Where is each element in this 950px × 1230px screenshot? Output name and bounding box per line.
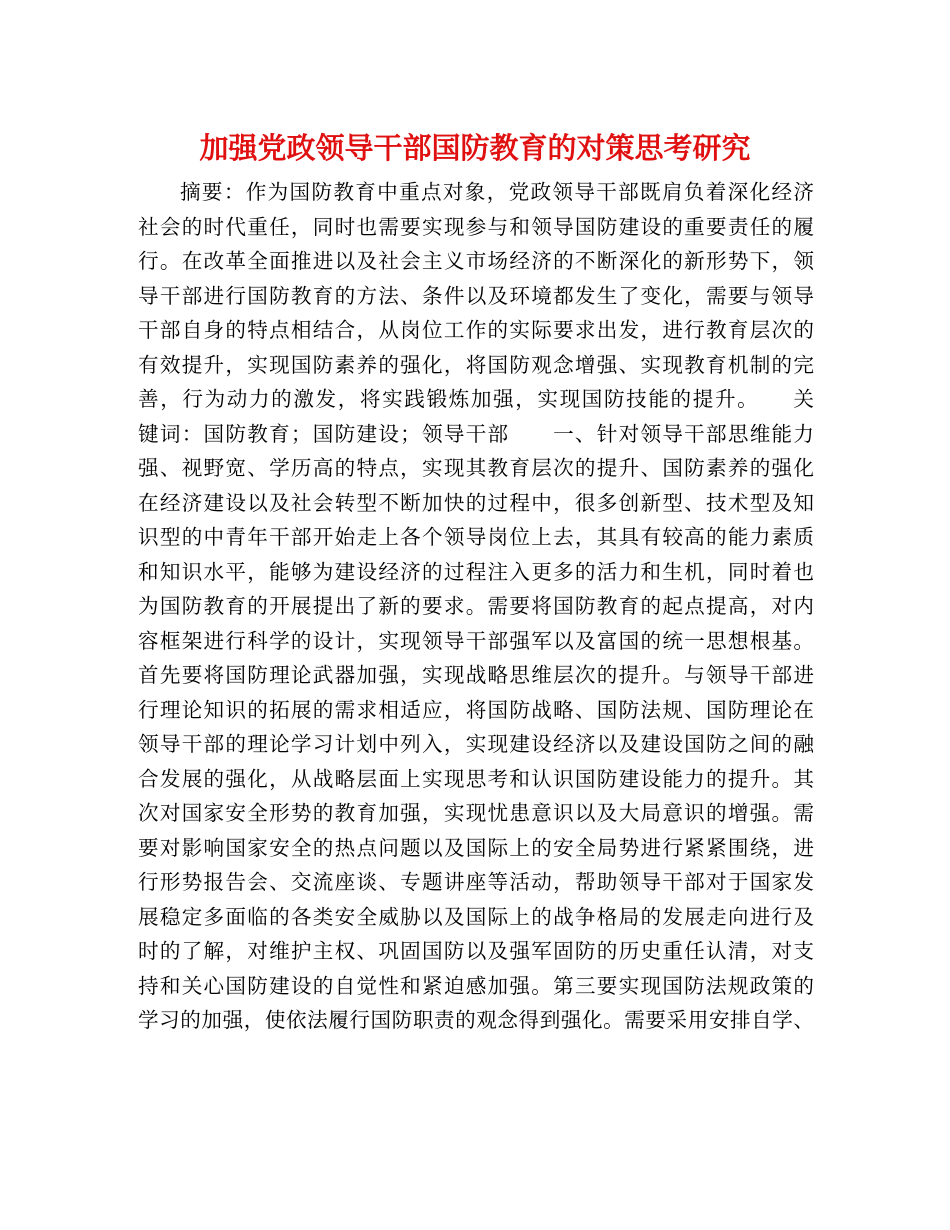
body-line: 导干部进行国防教育的方法、条件以及环境都发生了变化，需要与领导 xyxy=(138,283,814,308)
body-line: 在经济建设以及社会转型不断加快的过程中，很多创新型、技术型及知 xyxy=(138,490,814,515)
body-line: 社会的时代重任，同时也需要实现参与和领导国防建设的重要责任的履 xyxy=(138,214,814,239)
body-line: 键词：国防教育；国防建设；领导干部 一、针对领导干部思维能力 xyxy=(138,421,814,446)
body-line: 摘要：作为国防教育中重点对象，党政领导干部既肩负着深化经济 xyxy=(180,180,814,204)
body-line: 合发展的强化，从战略层面上实现思考和认识国防建设能力的提升。其 xyxy=(138,766,814,791)
body-line: 行。在改革全面推进以及社会主义市场经济的不断深化的新形势下，领 xyxy=(138,249,814,273)
body-line: 首先要将国防理论武器加强，实现战略思维层次的提升。与领导干部进 xyxy=(138,663,814,687)
body-line: 为国防教育的开展提出了新的要求。需要将国防教育的起点提高，对内 xyxy=(138,594,814,618)
body-line: 强、视野宽、学历高的特点，实现其教育层次的提升、国防素养的强化 xyxy=(138,456,814,480)
body-line: 展稳定多面临的各类安全威胁以及国际上的战争格局的发展走向进行及 xyxy=(138,904,814,929)
body-line: 干部自身的特点相结合，从岗位工作的实际要求出发，进行教育层次的 xyxy=(138,318,814,342)
body-line: 学习的加强，使依法履行国防职责的观念得到强化。需要采用安排自学、 xyxy=(138,1008,814,1032)
body-line: 识型的中青年干部开始走上各个领导岗位上去，其具有较高的能力素质 xyxy=(138,525,814,549)
body-line: 持和关心国防建设的自觉性和紧迫感加强。第三要实现国防法规政策的 xyxy=(138,973,814,998)
body-line: 要对影响国家安全的热点问题以及国际上的安全局势进行紧紧围绕，进 xyxy=(138,835,814,860)
body-line: 领导干部的理论学习计划中列入，实现建设经济以及建设国防之间的融 xyxy=(138,732,814,756)
document-body xyxy=(138,175,814,1038)
body-line: 次对国家安全形势的教育加强，实现忧患意识以及大局意识的增强。需 xyxy=(138,801,814,825)
document-title: 加强党政领导干部国防教育的对策思考研究 xyxy=(199,131,751,165)
body-line: 善，行为动力的激发，将实践锻炼加强，实现国防技能的提升。 关 xyxy=(138,387,814,411)
body-line: 容框架进行科学的设计，实现领导干部强军以及富国的统一思想根基。 xyxy=(138,628,814,653)
body-line: 有效提升，实现国防素养的强化，将国防观念增强、实现教育机制的完 xyxy=(138,352,814,377)
body-line: 时的了解，对维护主权、巩固国防以及强军固防的历史重任认清，对支 xyxy=(138,939,814,963)
body-line: 行理论知识的拓展的需求相适应，将国防战略、国防法规、国防理论在 xyxy=(138,697,814,722)
body-line: 行形势报告会、交流座谈、专题讲座等活动，帮助领导干部对于国家发 xyxy=(138,870,814,894)
body-line: 和知识水平，能够为建设经济的过程注入更多的活力和生机，同时着也 xyxy=(138,559,814,584)
